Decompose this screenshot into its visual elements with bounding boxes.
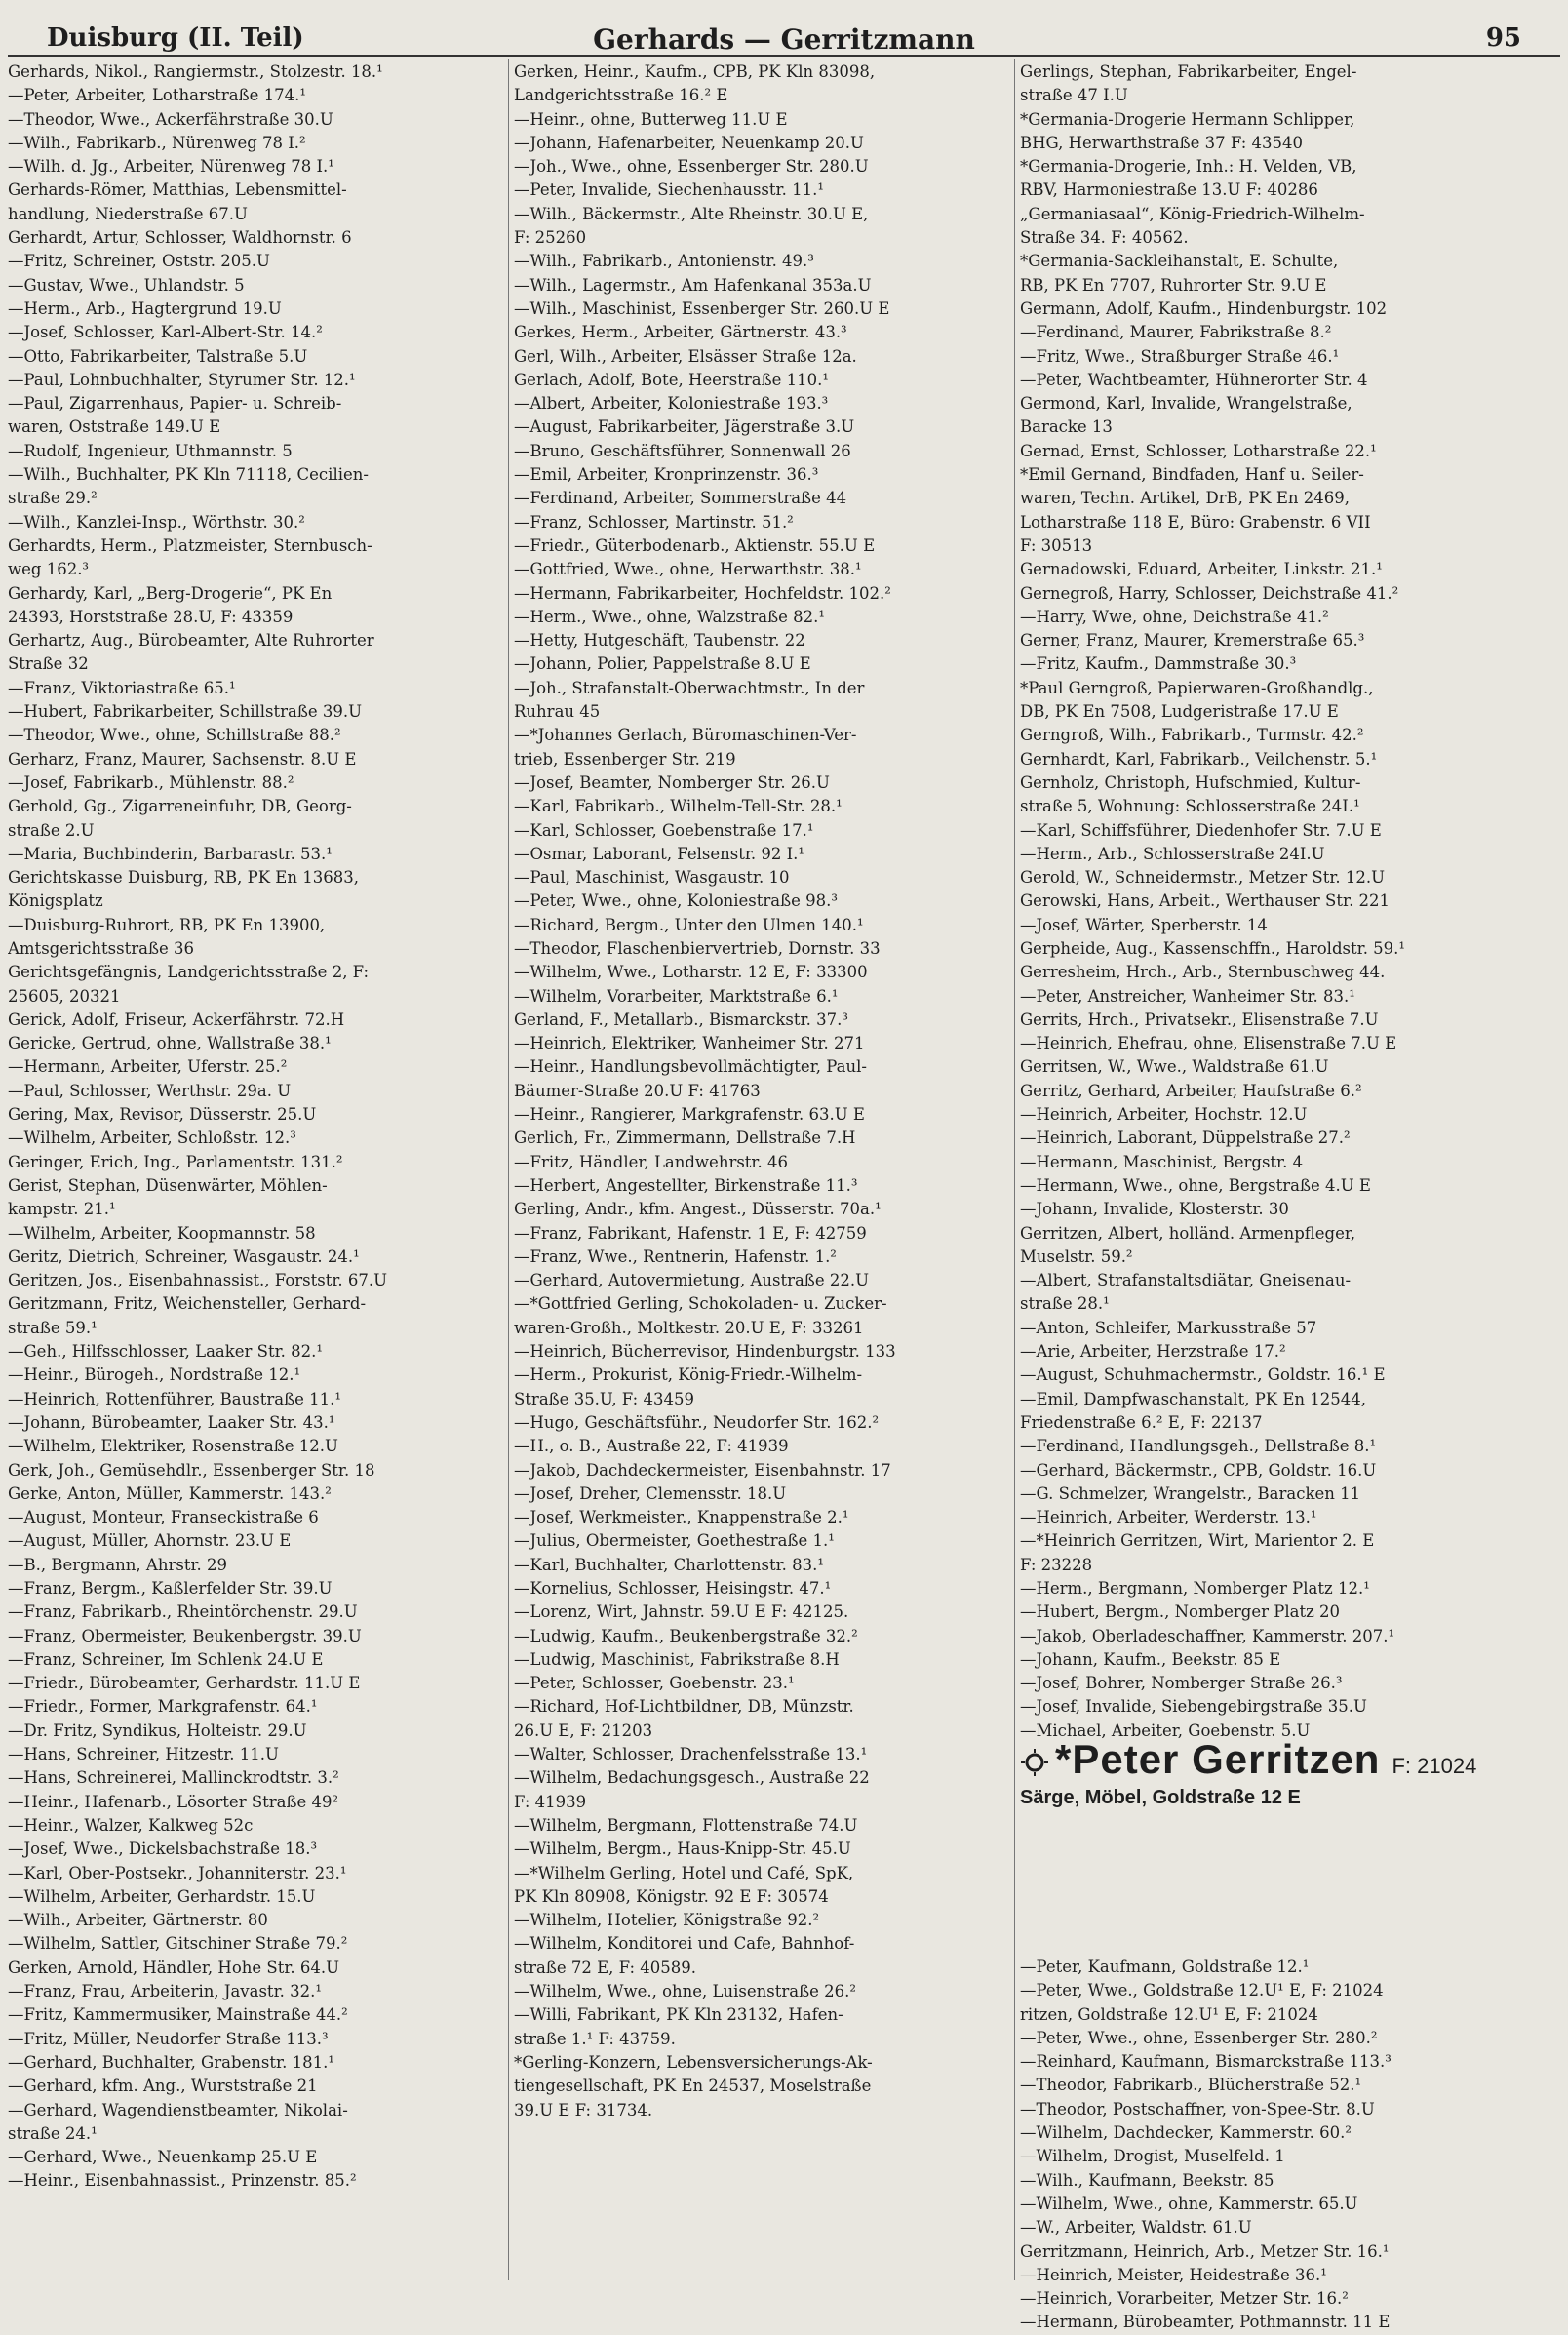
directory-entry: —Johann, Bürobeamter, Laaker Str. 43.¹ [8,1412,335,1432]
directory-entry: —Julius, Obermeister, Goethestraße 1.¹ [514,1531,835,1551]
directory-entry: Gerken, Arnold, Händler, Hohe Str. 64.U [8,1958,340,1977]
directory-entry: —Fritz, Schreiner, Oststr. 205.U [8,252,270,271]
directory-entry: —Joh., Strafanstalt-Oberwachtmstr., In der [514,678,865,697]
directory-entry: —Otto, Fabrikarbeiter, Talstraße 5.U [8,346,308,366]
directory-entry: —Hermann, Wwe., ohne, Bergstraße 4.U E [1020,1175,1371,1195]
directory-entry: Gerkes, Herm., Arbeiter, Gärtnerstr. 43.³ [514,323,847,342]
directory-entry: —Franz, Schlosser, Martinstr. 51.² [514,512,794,532]
directory-entry: —Peter, Wwe., Goldstraße 12.U¹ E, F: 21024 [1020,1981,1384,2000]
directory-entry: straße 1.¹ F: 43759. [514,2029,676,2048]
directory-entry: —Theodor, Postschaffner, von-Spee-Str. 8.U [1020,2099,1375,2118]
directory-entry: 26.U E, F: 21203 [514,1721,653,1740]
directory-entry: Gerrits, Hrch., Privatsekr., Elisenstraße 7.U [1020,1009,1379,1029]
directory-entry: —Wilhelm, Hotelier, Königstraße 92.² [514,1911,820,1930]
directory-entry: RBV, Harmoniestraße 13.U F: 40286 [1020,180,1318,200]
directory-entry: —Heinrich, Laborant, Düppelstraße 27.² [1020,1128,1351,1148]
directory-entry: —Heinrich, Vorarbeiter, Metzer Str. 16.² [1020,2289,1349,2309]
directory-entry: —Heinr., Bürogeh., Nordstraße 12.¹ [8,1365,301,1385]
directory-entry: —Wilhelm, Arbeiter, Koopmannstr. 58 [8,1223,316,1243]
directory-entry: —Franz, Fabrikant, Hafenstr. 1 E, F: 42759 [514,1223,867,1243]
directory-entry: —Maria, Buchbinderin, Barbarastr. 53.¹ [8,844,333,863]
directory-entry: —Wilh., Buchhalter, PK Kln 71118, Cecilien- [8,465,369,485]
directory-entry: —W., Arbeiter, Waldstr. 61.U [1020,2218,1252,2237]
directory-entry: Muselstr. 59.² [1020,1247,1133,1266]
directory-entry: Gerritsen, W., Wwe., Waldstraße 61.U [1020,1057,1329,1077]
directory-entry: Gerhold, Gg., Zigarreneinfuhr, DB, Georg- [8,797,352,816]
directory-entry: —Josef, Wwe., Dickelsbachstraße 18.³ [8,1840,318,1859]
directory-entry: handlung, Niederstraße 67.U [8,204,248,223]
ad-phone: F: 21024 [1392,1754,1477,1778]
directory-entry: PK Kln 80908, Königstr. 92 E F: 30574 [514,1886,829,1906]
directory-entry: —Peter, Invalide, Siechenhausstr. 11.¹ [514,180,824,200]
directory-entry: —August, Schuhmachermstr., Goldstr. 16.¹ E [1020,1365,1386,1385]
directory-entry: Gerling, Andr., kfm. Angest., Düsserstr. 70a.¹ [514,1200,882,1219]
directory-entry: Landgerichtsstraße 16.² E [514,86,728,105]
directory-entry: —Hermann, Arbeiter, Uferstr. 25.² [8,1057,288,1077]
directory-entry: —Karl, Fabrikarb., Wilhelm-Tell-Str. 28.¹ [514,797,843,816]
directory-entry: —H., o. B., Austraße 22, F: 41939 [514,1437,789,1456]
directory-entry: —Wilh. d. Jg., Arbeiter, Nürenweg 78 I.¹ [8,157,334,177]
directory-entry: —Wilhelm, Bergmann, Flottenstraße 74.U [514,1815,858,1835]
directory-entry: —Wilhelm, Bergm., Haus-Knipp-Str. 45.U [514,1840,851,1859]
directory-entry: straße 5, Wohnung: Schlosserstraße 24I.¹ [1020,797,1360,816]
directory-entry: Gernad, Ernst, Schlosser, Lotharstraße 22.¹ [1020,441,1377,460]
directory-entry: 39.U E F: 31734. [514,2100,653,2119]
directory-entry: —Heinrich, Ehefrau, ohne, Elisenstraße 7.U E [1020,1034,1397,1053]
directory-entry: —Wilhelm, Arbeiter, Gerhardstr. 15.U [8,1886,316,1906]
directory-entry: —Jakob, Oberladeschaffner, Kammerstr. 207.¹ [1020,1626,1395,1645]
directory-entry: —Karl, Buchhalter, Charlottenstr. 83.¹ [514,1555,824,1574]
header-city: Duisburg (II. Teil) [47,23,304,53]
directory-entry: Gerke, Anton, Müller, Kammerstr. 143.² [8,1484,332,1503]
directory-entry: —Friedr., Bürobeamter, Gerhardstr. 11.U E [8,1674,361,1693]
directory-entry: —Franz, Schreiner, Im Schlenk 24.U E [8,1649,324,1669]
directory-entry: Gerritz, Gerhard, Arbeiter, Haufstraße 6.² [1020,1081,1362,1100]
directory-entry: 25605, 20321 [8,986,121,1006]
directory-entry: —Franz, Viktoriastraße 65.¹ [8,678,236,697]
directory-entry: —Harry, Wwe, ohne, Deichstraße 41.² [1020,607,1329,626]
directory-entry: —August, Monteur, Franseckistraße 6 [8,1508,319,1527]
directory-entry: —Herm., Wwe., ohne, Walzstraße 82.¹ [514,607,825,626]
header-rule [8,55,1560,57]
directory-entry: Gerick, Adolf, Friseur, Ackerfährstr. 72.H [8,1009,345,1029]
directory-entry: —Peter, Kaufmann, Goldstraße 12.¹ [1020,1958,1310,1976]
column-right [1020,60,1552,1743]
directory-entry: Gerist, Stephan, Düsenwärter, Möhlen- [8,1175,328,1195]
directory-entry: —Wilhelm, Bedachungsgesch., Austraße 22 [514,1768,870,1788]
directory-entry: —Paul, Maschinist, Wasgaustr. 10 [514,868,790,888]
directory-entry: Straße 35.U, F: 43459 [514,1389,694,1408]
directory-entry: Gerl, Wilh., Arbeiter, Elsässer Straße 12a. [514,346,857,366]
directory-entry: —Peter, Arbeiter, Lotharstraße 174.¹ [8,86,307,105]
directory-entry: —Richard, Hof-Lichtbildner, DB, Münzstr. [514,1697,854,1717]
directory-entry: Friedenstraße 6.² E, F: 22137 [1020,1412,1263,1432]
directory-entry: —Josef, Invalide, Siebengebirgstraße 35.U [1020,1697,1367,1717]
directory-entry: —Johann, Invalide, Klosterstr. 30 [1020,1200,1289,1219]
directory-entry: tiengesellschaft, PK En 24537, Moselstraße [514,2077,872,2096]
directory-entry: —Gerhard, Wwe., Neuenkamp 25.U E [8,2148,318,2167]
advertisement-gerritzen [1020,1736,1552,1838]
directory-entry: —Franz, Wwe., Rentnerin, Hafenstr. 1.² [514,1247,837,1266]
directory-entry: —Ferdinand, Maurer, Fabrikstraße 8.² [1020,323,1332,342]
directory-entry: —Albert, Arbeiter, Koloniestraße 193.³ [514,394,829,414]
directory-entry: —Hans, Schreiner, Hitzestr. 11.U [8,1745,279,1764]
directory-entry: —Wilh., Bäckermstr., Alte Rheinstr. 30.U E, [514,204,869,223]
directory-entry: Königsplatz [8,891,103,911]
directory-entry: —Heinr., Rangierer, Markgrafenstr. 63.U E [514,1105,865,1125]
directory-entry: Gernadowski, Eduard, Arbeiter, Linkstr. 21.¹ [1020,560,1383,579]
directory-entry: —August, Fabrikarbeiter, Jägerstraße 3.U [514,417,855,437]
directory-entry: —Hans, Schreinerei, Mallinckrodtstr. 3.² [8,1768,339,1788]
directory-entry: —Hetty, Hutgeschäft, Taubenstr. 22 [514,631,805,651]
directory-entry: —Anton, Schleifer, Markusstraße 57 [1020,1318,1317,1337]
directory-entry: —Hubert, Bergm., Nomberger Platz 20 [1020,1603,1341,1622]
directory-entry: Germann, Adolf, Kaufm., Hindenburgstr. 102 [1020,298,1388,318]
directory-entry: Gerlings, Stephan, Fabrikarbeiter, Engel- [1020,62,1357,81]
directory-entry: —Herm., Arb., Hagtergrund 19.U [8,298,282,318]
directory-entry: —Herm., Prokurist, König-Friedr.-Wilhelm- [514,1365,863,1385]
sun-logo-icon [1020,1748,1049,1777]
directory-entry: Bäumer-Straße 20.U F: 41763 [514,1081,761,1100]
directory-entry: —*Gottfried Gerling, Schokoladen- u. Zucker- [514,1294,887,1314]
directory-entry: —Theodor, Wwe., Ackerfährstraße 30.U [8,109,333,129]
directory-entry: —Friedr., Güterbodenarb., Aktienstr. 55.U E [514,535,876,555]
directory-entry: —Rudolf, Ingenieur, Uthmannstr. 5 [8,441,293,460]
ad-subtitle: Särge, Möbel, Goldstraße 12 E [1020,1787,1301,1808]
directory-entry: Geritz, Dietrich, Schreiner, Wasgaustr. 24.¹ [8,1247,360,1266]
directory-entry: —Heinr., Handlungsbevollmächtigter, Paul- [514,1057,867,1077]
directory-entry: *Germania-Sackleihanstalt, E. Schulte, [1020,252,1339,271]
directory-entry: —Gerhard, Wagendienstbeamter, Nikolai- [8,2100,348,2119]
directory-entry: Gerhards-Römer, Matthias, Lebensmittel- [8,180,347,200]
directory-entry: —Heinrich, Rottenführer, Baustraße 11.¹ [8,1389,341,1408]
directory-entry: —Michael, Arbeiter, Goebenstr. 5.U [1020,1721,1311,1740]
directory-entry: Geritzen, Jos., Eisenbahnassist., Forststr. 67.U [8,1271,388,1290]
directory-entry: —Josef, Wärter, Sperberstr. 14 [1020,915,1268,934]
directory-entry: Gerowski, Hans, Arbeit., Werthauser Str. 221 [1020,891,1391,911]
directory-entry: —Ferdinand, Handlungsgeh., Dellstraße 8.¹ [1020,1437,1377,1456]
directory-entry: Gerichtsgefängnis, Landgerichtsstraße 2, F: [8,963,370,982]
directory-entry: —*Wilhelm Gerling, Hotel und Café, SpK, [514,1863,854,1882]
directory-entry: —Theodor, Fabrikarb., Blücherstraße 52.¹ [1020,2076,1362,2095]
directory-entry: Straße 34. F: 40562. [1020,228,1189,248]
directory-entry: —Fritz, Händler, Landwehrstr. 46 [514,1152,788,1171]
directory-entry: —Wilhelm, Konditorei und Cafe, Bahnhof- [514,1934,855,1954]
column-right-continued [1020,1956,1552,2335]
directory-entry: *Paul Gerngroß, Papierwaren-Großhandlg., [1020,678,1374,697]
directory-entry: —Wilh., Fabrikarb., Antonienstr. 49.³ [514,252,814,271]
directory-entry: —Heinrich, Bücherrevisor, Hindenburgstr. 133 [514,1342,896,1362]
directory-entry: —Jakob, Dachdeckermeister, Eisenbahnstr. 17 [514,1460,891,1480]
directory-entry: Gerold, W., Schneidermstr., Metzer Str. 12.U [1020,868,1386,888]
directory-entry: straße 24.¹ [8,2123,98,2143]
directory-entry: —Gerhard, Bäckermstr., CPB, Goldstr. 16.U [1020,1460,1377,1480]
directory-entry: —Walter, Schlosser, Drachenfelsstraße 13.¹ [514,1745,868,1764]
directory-entry: Gerresheim, Hrch., Arb., Sternbuschweg 44. [1020,963,1386,982]
directory-entry: Gerritzmann, Heinrich, Arb., Metzer Str. 16.¹ [1020,2241,1390,2261]
directory-entry: —Richard, Bergm., Unter den Ulmen 140.¹ [514,915,864,934]
directory-entry: Gerpheide, Aug., Kassenschffn., Haroldstr. 59.¹ [1020,938,1406,958]
directory-entry: —Heinrich, Arbeiter, Hochstr. 12.U [1020,1105,1308,1125]
directory-entry: —Wilhelm, Wwe., Lotharstr. 12 E, F: 33300 [514,963,868,982]
directory-entry: —Josef, Bohrer, Nomberger Straße 26.³ [1020,1674,1343,1693]
directory-entry: —Wilh., Lagermstr., Am Hafenkanal 353a.U [514,275,872,295]
directory-entry: —Lorenz, Wirt, Jahnstr. 59.U E F: 42125. [514,1603,849,1622]
directory-entry: —Peter, Schlosser, Goebenstr. 23.¹ [514,1674,795,1693]
directory-entry: —Theodor, Flaschenbiervertrieb, Dornstr. 33 [514,938,881,958]
directory-entry: —Wilh., Kaufmann, Beekstr. 85 [1020,2170,1274,2190]
directory-entry: Gerland, F., Metallarb., Bismarckstr. 37.³ [514,1009,848,1029]
directory-entry: —Josef, Dreher, Clemensstr. 18.U [514,1484,787,1503]
directory-entry: —Josef, Werkmeister., Knappenstraße 2.¹ [514,1508,849,1527]
directory-entry: —Josef, Schlosser, Karl-Albert-Str. 14.² [8,323,323,342]
directory-entry: BHG, Herwarthstraße 37 F: 43540 [1020,133,1303,152]
directory-entry: *Gerling-Konzern, Lebensversicherungs-Ak- [514,2052,873,2072]
directory-entry: —Gerhard, Autovermietung, Austraße 22.U [514,1271,869,1290]
directory-entry: —Paul, Lohnbuchhalter, Styrumer Str. 12.¹ [8,370,356,389]
directory-entry: *Germania-Drogerie Hermann Schlipper, [1020,109,1355,129]
directory-entry: —Gustav, Wwe., Uhlandstr. 5 [8,275,245,295]
page-number: 95 [1485,23,1521,53]
directory-entry: —Franz, Bergm., Kaßlerfelder Str. 39.U [8,1579,333,1598]
directory-entry: Baracke 13 [1020,417,1113,437]
directory-entry: —Gerhard, Buchhalter, Grabenstr. 181.¹ [8,2052,334,2072]
directory-entry: —Friedr., Former, Markgrafenstr. 64.¹ [8,1697,318,1717]
directory-entry: —Albert, Strafanstaltsdiätar, Gneisenau- [1020,1271,1352,1290]
directory-entry: —Emil, Dampfwaschanstalt, PK En 12544, [1020,1389,1367,1408]
directory-entry: —Paul, Zigarrenhaus, Papier- u. Schreib- [8,394,342,414]
directory-entry: —Gerhard, kfm. Ang., Wurststraße 21 [8,2077,318,2096]
directory-entry: —Joh., Wwe., ohne, Essenberger Str. 280.U [514,157,869,177]
directory-entry: —Fritz, Kaufm., Dammstraße 30.³ [1020,654,1297,674]
directory-entry: —Peter, Wwe., ohne, Koloniestraße 98.³ [514,891,839,911]
directory-entry: —Herm., Bergmann, Nomberger Platz 12.¹ [1020,1579,1370,1598]
directory-entry: Gering, Max, Revisor, Düsserstr. 25.U [8,1105,317,1125]
directory-entry: Gernegroß, Harry, Schlosser, Deichstraße 41.² [1020,583,1399,603]
directory-entry: —Ferdinand, Arbeiter, Sommerstraße 44 [514,489,847,508]
directory-entry: Gernholz, Christoph, Hufschmied, Kultur- [1020,772,1361,792]
directory-entry: Gerlich, Fr., Zimmermann, Dellstraße 7.H [514,1128,856,1148]
directory-entry: —Johann, Polier, Pappelstraße 8.U E [514,654,811,674]
directory-entry: Gerlach, Adolf, Bote, Heerstraße 110.¹ [514,370,829,389]
directory-entry: Gerhardt, Artur, Schlosser, Waldhornstr. 6 [8,228,352,248]
directory-entry: —Heinr., Walzer, Kalkweg 52c [8,1815,254,1835]
directory-entry: *Germania-Drogerie, Inh.: H. Velden, VB, [1020,157,1357,177]
directory-entry: —Kornelius, Schlosser, Heisingstr. 47.¹ [514,1579,832,1598]
directory-entry: Germond, Karl, Invalide, Wrangelstraße, [1020,394,1352,414]
directory-entry: —Ludwig, Kaufm., Beukenbergstraße 32.² [514,1626,858,1645]
directory-entry: Gerner, Franz, Maurer, Kremerstraße 65.³ [1020,631,1365,651]
directory-entry: Amtsgerichtsstraße 36 [8,938,194,958]
directory-entry: —Wilh., Fabrikarb., Nürenweg 78 I.² [8,133,306,152]
directory-entry: waren-Großh., Moltkestr. 20.U E, F: 33261 [514,1318,864,1337]
directory-entry: straße 2.U [8,820,95,840]
directory-entry: —Heinr., Hafenarb., Lösorter Straße 49² [8,1792,339,1811]
header-range: Gerhards — Gerritzmann [593,23,975,56]
directory-entry: —Wilh., Arbeiter, Gärtnerstr. 80 [8,1911,268,1930]
directory-entry: —Fritz, Müller, Neudorfer Straße 113.³ [8,2029,329,2048]
directory-entry: *Emil Gernand, Bindfaden, Hanf u. Seiler- [1020,465,1364,485]
directory-entry: —Osmar, Laborant, Felsenstr. 92 I.¹ [514,844,805,863]
directory-entry: —Hubert, Fabrikarbeiter, Schillstraße 39.U [8,702,363,722]
directory-entry: —Johann, Kaufm., Beekstr. 85 E [1020,1649,1281,1669]
directory-entry: Gernhardt, Karl, Fabrikarb., Veilchenstr. 5.¹ [1020,749,1378,769]
directory-entry: F: 41939 [514,1792,587,1811]
directory-entry: —Duisburg-Ruhrort, RB, PK En 13900, [8,915,326,934]
directory-entry: —Karl, Schiffsführer, Diedenhofer Str. 7.U E [1020,820,1382,840]
directory-entry: —Arie, Arbeiter, Herzstraße 17.² [1020,1342,1286,1362]
directory-entry: —Wilhelm, Drogist, Muselfeld. 1 [1020,2147,1285,2166]
directory-entry: —Wilhelm, Sattler, Gitschiner Straße 79.² [8,1934,348,1954]
directory-entry: —Heinr., Eisenbahnassist., Prinzenstr. 85.² [8,2171,357,2191]
directory-entry: —Wilh., Kanzlei-Insp., Wörthstr. 30.² [8,512,305,532]
directory-entry: —Wilhelm, Wwe., ohne, Luisenstraße 26.² [514,1982,856,2001]
directory-entry: —Dr. Fritz, Syndikus, Holteistr. 29.U [8,1721,307,1740]
directory-entry: —G. Schmelzer, Wrangelstr., Baracken 11 [1020,1484,1361,1503]
directory-entry: Gerhards, Nikol., Rangiermstr., Stolzestr. 18.¹ [8,62,383,81]
directory-entry: —Johann, Hafenarbeiter, Neuenkamp 20.U [514,133,864,152]
directory-entry: —Josef, Fabrikarb., Mühlenstr. 88.² [8,772,294,792]
directory-entry: —Karl, Ober-Postsekr., Johanniterstr. 23.¹ [8,1863,347,1882]
directory-entry: Ruhrau 45 [514,702,601,722]
directory-entry: —Fritz, Wwe., Straßburger Straße 46.¹ [1020,346,1340,366]
directory-entry: straße 59.¹ [8,1318,98,1337]
directory-entry: —Reinhard, Kaufmann, Bismarckstraße 113.³ [1020,2052,1392,2072]
directory-entry: —Wilhelm, Arbeiter, Schloßstr. 12.³ [8,1128,296,1148]
directory-entry: ritzen, Goldstraße 12.U¹ E, F: 21024 [1020,2004,1318,2024]
directory-entry: Gerhardts, Herm., Platzmeister, Sternbusch- [8,535,372,555]
directory-entry: Geringer, Erich, Ing., Parlamentstr. 131.² [8,1152,343,1171]
directory-entry: Lotharstraße 118 E, Büro: Grabenstr. 6 VII [1020,512,1371,532]
directory-entry: —Herbert, Angestellter, Birkenstraße 11.³ [514,1175,858,1195]
directory-entry: —Heinr., ohne, Butterweg 11.U E [514,109,788,129]
directory-entry: —Fritz, Kammermusiker, Mainstraße 44.² [8,2005,348,2025]
directory-entry: —*Heinrich Gerritzen, Wirt, Marientor 2. E [1020,1531,1375,1551]
directory-entry: —Willi, Fabrikant, PK Kln 23132, Hafen- [514,2005,843,2025]
directory-entry: straße 29.² [8,489,98,508]
directory-entry: waren, Oststraße 149.U E [8,417,221,437]
directory-entry: —Wilhelm, Elektriker, Rosenstraße 12.U [8,1437,338,1456]
directory-entry: —August, Müller, Ahornstr. 23.U E [8,1531,292,1551]
directory-entry: 24393, Horststraße 28.U, F: 43359 [8,607,294,626]
directory-entry: „Germaniasaal“, König-Friedrich-Wilhelm- [1020,204,1365,223]
directory-entry: —Gottfried, Wwe., ohne, Herwarthstr. 38.¹ [514,560,862,579]
directory-entry: —B., Bergmann, Ahrstr. 29 [8,1555,228,1574]
directory-entry: F: 25260 [514,228,587,248]
directory-entry: —Josef, Beamter, Nomberger Str. 26.U [514,772,830,792]
directory-entry: —Peter, Anstreicher, Wanheimer Str. 83.¹ [1020,986,1355,1006]
directory-entry: —Ludwig, Maschinist, Fabrikstraße 8.H [514,1649,840,1669]
directory-entry: Gerken, Heinr., Kaufm., CPB, PK Kln 83098, [514,62,876,81]
directory-entry: —Hermann, Maschinist, Bergstr. 4 [1020,1152,1304,1171]
directory-entry: Gerk, Joh., Gemüsehdlr., Essenberger Str. 18 [8,1460,375,1480]
directory-entry: weg 162.³ [8,560,90,579]
directory-entry: —Karl, Schlosser, Goebenstraße 17.¹ [514,820,814,840]
directory-entry: Gerhardy, Karl, „Berg-Drogerie“, PK En [8,583,333,603]
directory-entry: DB, PK En 7508, Ludgeristraße 17.U E [1020,702,1339,722]
directory-entry: straße 72 E, F: 40589. [514,1958,697,1977]
directory-entry: —Wilh., Maschinist, Essenberger Str. 260.U E [514,298,890,318]
directory-entry: —Wilhelm, Vorarbeiter, Marktstraße 6.¹ [514,986,839,1006]
directory-entry: —Franz, Fabrikarb., Rheintörchenstr. 29.U [8,1603,358,1622]
directory-entry: —Geh., Hilfsschlosser, Laaker Str. 82.¹ [8,1342,324,1362]
directory-entry: —Theodor, Wwe., ohne, Schillstraße 88.² [8,726,341,745]
directory-entry: RB, PK En 7707, Ruhrorter Str. 9.U E [1020,275,1327,295]
directory-entry: Gerngroß, Wilh., Fabrikarb., Turmstr. 42.² [1020,726,1364,745]
directory-entry: Gericke, Gertrud, ohne, Wallstraße 38.¹ [8,1034,332,1053]
directory-entry: Gerichtskasse Duisburg, RB, PK En 13683, [8,868,359,888]
directory-entry: —Hermann, Bürobeamter, Pothmannstr. 11 E [1020,2313,1391,2332]
directory-entry: —Hugo, Geschäftsführ., Neudorfer Str. 162.² [514,1412,880,1432]
directory-entry: straße 47 I.U [1020,86,1128,105]
column-left [8,60,513,2194]
directory-entry: F: 30513 [1020,535,1093,555]
directory-entry: —Heinrich, Arbeiter, Werderstr. 13.¹ [1020,1508,1317,1527]
directory-entry: trieb, Essenberger Str. 219 [514,749,736,769]
directory-entry: F: 23228 [1020,1555,1093,1574]
directory-entry: Gerhartz, Aug., Bürobeamter, Alte Ruhrorter [8,631,374,651]
directory-entry: —Peter, Wwe., ohne, Essenberger Str. 280.² [1020,2028,1378,2047]
directory-entry: —Wilhelm, Dachdecker, Kammerstr. 60.² [1020,2123,1352,2143]
directory-entry: —Herm., Arb., Schlosserstraße 24I.U [1020,844,1325,863]
directory-entry: Straße 32 [8,654,89,674]
directory-entry: —Heinrich, Meister, Heidestraße 36.¹ [1020,2265,1327,2284]
ad-title: *Peter Gerritzen [1055,1736,1381,1782]
directory-entry: Gerritzen, Albert, holländ. Armenpfleger, [1020,1223,1356,1243]
directory-entry: waren, Techn. Artikel, DrB, PK En 2469, [1020,489,1351,508]
directory-entry: —Hermann, Fabrikarbeiter, Hochfeldstr. 102.² [514,583,891,603]
directory-entry: —*Johannes Gerlach, Büromaschinen-Ver- [514,726,857,745]
directory-entry: Geritzmann, Fritz, Weichensteller, Gerhard- [8,1294,367,1314]
directory-entry: —Franz, Obermeister, Beukenbergstr. 39.U [8,1626,362,1645]
directory-entry: —Bruno, Geschäftsführer, Sonnenwall 26 [514,441,851,460]
directory-entry: kampstr. 21.¹ [8,1200,116,1219]
directory-entry: —Heinrich, Elektriker, Wanheimer Str. 271 [514,1034,865,1053]
directory-entry: straße 28.¹ [1020,1294,1110,1314]
directory-entry: —Emil, Arbeiter, Kronprinzenstr. 36.³ [514,465,819,485]
directory-entry: —Franz, Frau, Arbeiterin, Javastr. 32.¹ [8,1982,322,2001]
directory-entry: —Paul, Schlosser, Werthstr. 29a. U [8,1081,292,1100]
directory-entry: Gerharz, Franz, Maurer, Sachsenstr. 8.U E [8,749,357,769]
directory-entry: —Wilhelm, Wwe., ohne, Kammerstr. 65.U [1020,2194,1358,2213]
column-middle [514,60,1019,2122]
directory-entry: —Peter, Wachtbeamter, Hühnerorter Str. 4 [1020,370,1368,389]
